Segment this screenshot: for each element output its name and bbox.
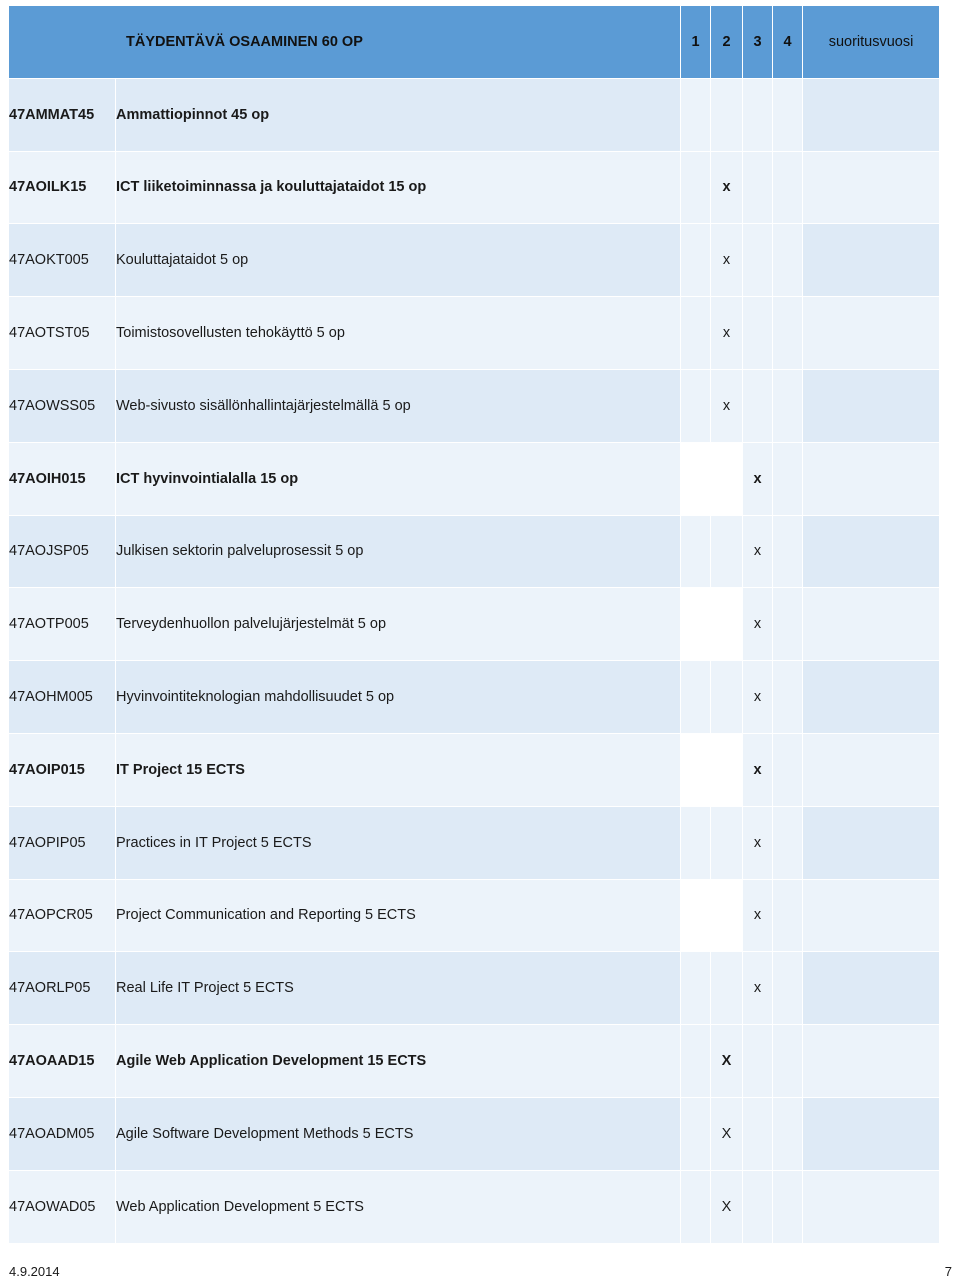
completion-year [803,952,940,1025]
table-row [9,151,940,224]
year-1-mark [681,1097,711,1170]
course-code: 47AOWSS05 [9,369,116,442]
completion-year [803,78,940,151]
course-code: 47AOTST05 [9,297,116,370]
year-2-mark: X [711,1025,743,1098]
year-2-mark: x [711,369,743,442]
course-name: Practices in IT Project 5 ECTS [116,806,681,879]
course-code: 47AOHM005 [9,661,116,734]
footer-date: 4.9.2014 [9,1264,60,1279]
year-1-mark [681,369,711,442]
course-code: 47AOAAD15 [9,1025,116,1098]
course-name: IT Project 15 ECTS [116,733,681,806]
year-1-mark [681,733,711,806]
table-row [9,1170,940,1243]
year-3-mark: x [743,442,773,515]
year-3-mark [743,369,773,442]
year-4-mark [773,733,803,806]
year-4-mark [773,879,803,952]
completion-year [803,151,940,224]
table-header-row [9,6,940,79]
year-2-mark [711,515,743,588]
year-1-mark [681,224,711,297]
course-code: 47AOPCR05 [9,879,116,952]
course-name: Julkisen sektorin palveluprosessit 5 op [116,515,681,588]
course-code: 47AOILK15 [9,151,116,224]
year-2-mark [711,661,743,734]
completion-year [803,1025,940,1098]
year-1-mark [681,806,711,879]
year-3-mark: x [743,952,773,1025]
course-name: Real Life IT Project 5 ECTS [116,952,681,1025]
course-name: Toimistosovellusten tehokäyttö 5 op [116,297,681,370]
course-name: Agile Software Development Methods 5 ECTS [116,1097,681,1170]
year-4-mark [773,952,803,1025]
course-code: 47AMMAT45 [9,78,116,151]
table-row [9,78,940,151]
year-3-mark [743,224,773,297]
course-name: Ammattiopinnot 45 op [116,78,681,151]
year-1-mark [681,1025,711,1098]
course-name: ICT liiketoiminnassa ja kouluttajataidot 15 op [116,151,681,224]
year-4-mark [773,1025,803,1098]
year-4-mark [773,297,803,370]
year-1-mark [681,1170,711,1243]
table-row [9,879,940,952]
course-code: 47AOJSP05 [9,515,116,588]
table-row [9,369,940,442]
course-name: Hyvinvointiteknologian mahdollisuudet 5 op [116,661,681,734]
year-3-mark: x [743,588,773,661]
year-1-mark [681,661,711,734]
year-2-mark: x [711,297,743,370]
year-3-mark: x [743,733,773,806]
course-code: 47AOPIP05 [9,806,116,879]
year-4-mark [773,661,803,734]
column-year-2: 2 [711,6,743,79]
year-4-mark [773,442,803,515]
year-1-mark [681,588,711,661]
year-3-mark [743,151,773,224]
year-3-mark [743,1025,773,1098]
year-2-mark [711,442,743,515]
course-code: 47AOIP015 [9,733,116,806]
year-3-mark [743,1097,773,1170]
year-2-mark: x [711,224,743,297]
course-code: 47AORLP05 [9,952,116,1025]
completion-year [803,879,940,952]
year-2-mark: x [711,151,743,224]
course-code: 47AOWAD05 [9,1170,116,1243]
completion-year [803,297,940,370]
table-row [9,1097,940,1170]
table-row [9,224,940,297]
year-3-mark: x [743,661,773,734]
year-3-mark [743,297,773,370]
year-3-mark: x [743,806,773,879]
year-1-mark [681,952,711,1025]
completion-year [803,806,940,879]
year-1-mark [681,151,711,224]
completion-year [803,733,940,806]
year-2-mark: X [711,1170,743,1243]
year-3-mark: x [743,515,773,588]
table-row [9,1025,940,1098]
column-year-1: 1 [681,6,711,79]
course-code: 47AOTP005 [9,588,116,661]
table-row [9,515,940,588]
table-row [9,806,940,879]
course-name: ICT hyvinvointialalla 15 op [116,442,681,515]
course-name: Project Communication and Reporting 5 ECTS [116,879,681,952]
year-2-mark [711,879,743,952]
column-year-4: 4 [773,6,803,79]
year-4-mark [773,515,803,588]
completion-year [803,442,940,515]
column-year-3: 3 [743,6,773,79]
year-4-mark [773,369,803,442]
year-2-mark [711,588,743,661]
course-name: Web-sivusto sisällönhallintajärjestelmällä 5 op [116,369,681,442]
table-title: TÄYDENTÄVÄ OSAAMINEN 60 OP [9,6,681,79]
year-1-mark [681,78,711,151]
column-completion-year: suoritusvuosi [803,6,940,79]
year-1-mark [681,879,711,952]
course-code: 47AOADM05 [9,1097,116,1170]
year-2-mark [711,733,743,806]
year-2-mark [711,952,743,1025]
course-code: 47AOKT005 [9,224,116,297]
year-4-mark [773,151,803,224]
year-3-mark [743,1170,773,1243]
year-3-mark: x [743,879,773,952]
completion-year [803,661,940,734]
table-row [9,442,940,515]
completion-year [803,515,940,588]
year-1-mark [681,515,711,588]
year-3-mark [743,78,773,151]
course-name: Web Application Development 5 ECTS [116,1170,681,1243]
completion-year [803,1170,940,1243]
year-4-mark [773,588,803,661]
table-row [9,952,940,1025]
year-4-mark [773,1097,803,1170]
completion-year [803,224,940,297]
year-4-mark [773,78,803,151]
year-1-mark [681,297,711,370]
year-4-mark [773,806,803,879]
page-number: 7 [944,1264,952,1279]
course-name: Kouluttajataidot 5 op [116,224,681,297]
course-code: 47AOIH015 [9,442,116,515]
year-2-mark [711,806,743,879]
curriculum-table [8,5,940,1244]
table-row [9,661,940,734]
course-name: Agile Web Application Development 15 ECTS [116,1025,681,1098]
year-2-mark [711,78,743,151]
completion-year [803,369,940,442]
year-4-mark [773,1170,803,1243]
year-2-mark: X [711,1097,743,1170]
table-row [9,297,940,370]
course-name: Terveydenhuollon palvelujärjestelmät 5 op [116,588,681,661]
table-row [9,733,940,806]
year-1-mark [681,442,711,515]
completion-year [803,588,940,661]
table-row [9,588,940,661]
year-4-mark [773,224,803,297]
completion-year [803,1097,940,1170]
